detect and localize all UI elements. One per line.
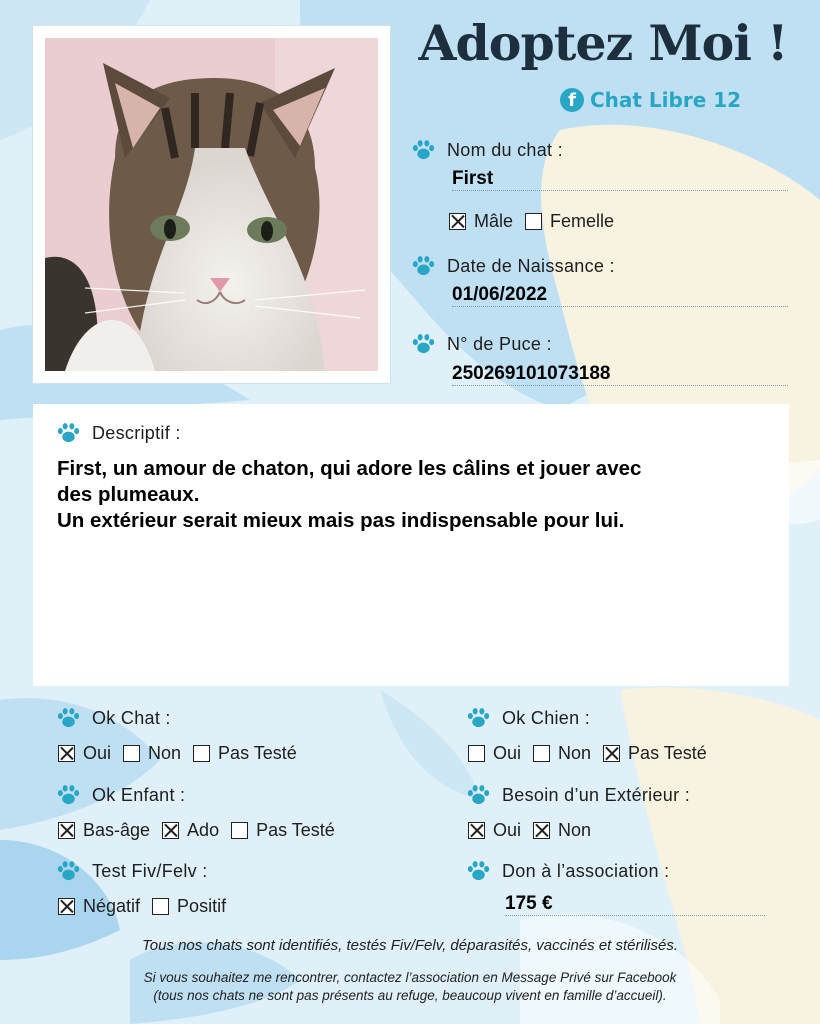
ok-chat-checkbox[interactable] <box>123 745 140 762</box>
brand-name: Chat Libre 12 <box>590 88 742 112</box>
cat-name-label: Nom du chat : <box>447 139 563 160</box>
cat-name-label-row <box>412 139 563 161</box>
ok-chien-label-row <box>467 707 590 729</box>
sex-female-option[interactable] <box>525 211 614 232</box>
ok-enfant-option-label: Pas Testé <box>256 820 335 840</box>
paw-icon <box>412 255 435 277</box>
ok-chien-options <box>468 743 719 764</box>
footer-contact <box>0 969 820 1005</box>
ok-chat-checkbox[interactable] <box>193 745 210 762</box>
paw-icon <box>467 860 490 882</box>
sex-options <box>449 211 626 232</box>
ok-chien-option-label: Oui <box>493 743 522 763</box>
paw-icon <box>467 784 490 806</box>
ok-enfant-option[interactable] <box>162 820 219 841</box>
cat-photo <box>45 38 378 371</box>
sex-male-option[interactable] <box>449 211 513 232</box>
ok-chat-option-label: Non <box>148 743 182 763</box>
ok-enfant-checkbox[interactable] <box>162 822 179 839</box>
sex-male-label: Mâle <box>474 211 514 231</box>
ok-chat-label-row <box>57 707 171 729</box>
chip-value: 250269101073188 <box>452 363 788 386</box>
ok-enfant-option-label: Bas-âge <box>83 820 151 840</box>
test-fiv-checkbox[interactable] <box>152 898 169 915</box>
chip-label: N° de Puce : <box>447 333 552 354</box>
ok-enfant-option[interactable] <box>58 820 150 841</box>
chip-label-row <box>412 333 552 355</box>
ok-chien-option[interactable] <box>468 743 521 764</box>
sex-female-checkbox[interactable] <box>525 213 542 230</box>
cat-name-value: First <box>452 168 788 191</box>
paw-icon <box>57 784 80 806</box>
ok-chien-checkbox[interactable] <box>533 745 550 762</box>
paw-icon <box>412 333 435 355</box>
description-box <box>33 404 789 686</box>
paw-icon <box>57 422 80 444</box>
ok-chien-checkbox[interactable] <box>603 745 620 762</box>
ok-chat-checkbox[interactable] <box>58 745 75 762</box>
test-fiv-checkbox[interactable] <box>58 898 75 915</box>
paw-icon <box>467 707 490 729</box>
paw-icon <box>412 139 435 161</box>
test-fiv-option[interactable] <box>58 896 140 917</box>
ok-enfant-checkbox[interactable] <box>231 822 248 839</box>
ok-chien-option-label: Pas Testé <box>628 743 707 763</box>
footer-contact-line2: (tous nos chats ne sont pas présents au refuge, beaucoup vivent en famille d’accueil). <box>153 988 667 1003</box>
ok-chat-option-label: Pas Testé <box>218 743 297 763</box>
test-fiv-options <box>58 896 238 917</box>
exterieur-label: Besoin d’un Extérieur : <box>502 784 690 805</box>
description-label-row <box>57 422 181 444</box>
ok-chien-label: Ok Chien : <box>502 707 591 728</box>
ok-chien-option[interactable] <box>603 743 707 764</box>
page-title: Adoptez Moi ! <box>418 14 788 72</box>
sex-male-checkbox[interactable] <box>449 213 466 230</box>
test-fiv-label: Test Fiv/Felv : <box>92 860 208 881</box>
ok-chat-option[interactable] <box>123 743 181 764</box>
ok-enfant-checkbox[interactable] <box>58 822 75 839</box>
paw-icon <box>57 707 80 729</box>
exterieur-label-row <box>467 784 690 806</box>
exterieur-option-label: Non <box>558 820 592 840</box>
footer-contact-line1: Si vous souhaitez me rencontrer, contactez l’association en Message Privé sur Facebook <box>143 970 677 985</box>
don-value: 175 € <box>505 893 765 916</box>
ok-chat-option-label: Oui <box>83 743 112 763</box>
sex-female-label: Femelle <box>550 211 615 231</box>
ok-enfant-option[interactable] <box>231 820 335 841</box>
cat-photo-frame <box>33 26 390 383</box>
exterieur-options <box>468 820 603 841</box>
birth-value: 01/06/2022 <box>452 284 788 307</box>
brand[interactable] <box>560 86 741 114</box>
birth-label-row <box>412 255 615 277</box>
birth-label: Date de Naissance : <box>447 255 615 276</box>
ok-chat-option[interactable] <box>193 743 297 764</box>
test-fiv-option[interactable] <box>152 896 226 917</box>
ok-chien-option-label: Non <box>558 743 592 763</box>
ok-chat-option[interactable] <box>58 743 111 764</box>
ok-chat-options <box>58 743 309 764</box>
exterieur-checkbox[interactable] <box>468 822 485 839</box>
exterieur-checkbox[interactable] <box>533 822 550 839</box>
ok-chien-checkbox[interactable] <box>468 745 485 762</box>
ok-enfant-label-row <box>57 784 185 806</box>
ok-enfant-option-label: Ado <box>187 820 220 840</box>
exterieur-option[interactable] <box>533 820 591 841</box>
exterieur-option[interactable] <box>468 820 521 841</box>
ok-chat-label: Ok Chat : <box>92 707 171 728</box>
paw-icon <box>57 860 80 882</box>
exterieur-option-label: Oui <box>493 820 522 840</box>
facebook-icon: f <box>560 88 584 112</box>
don-label-row <box>467 860 669 882</box>
description-label: Descriptif : <box>92 422 181 443</box>
don-label: Don à l’association : <box>502 860 670 881</box>
test-fiv-label-row <box>57 860 208 882</box>
description-text: First, un amour de chaton, qui adore les câlins et jouer avec des plumeaux. Un extérieur serait mieux mais pas indispensable pour lui. <box>57 457 642 532</box>
test-fiv-option-label: Négatif <box>83 896 141 916</box>
test-fiv-option-label: Positif <box>177 896 227 916</box>
ok-enfant-options <box>58 820 347 841</box>
ok-chien-option[interactable] <box>533 743 591 764</box>
ok-enfant-label: Ok Enfant : <box>92 784 186 805</box>
footer-notice: Tous nos chats sont identifiés, testés Fiv/Felv, déparasités, vaccinés et stérilisés. <box>141 937 679 954</box>
